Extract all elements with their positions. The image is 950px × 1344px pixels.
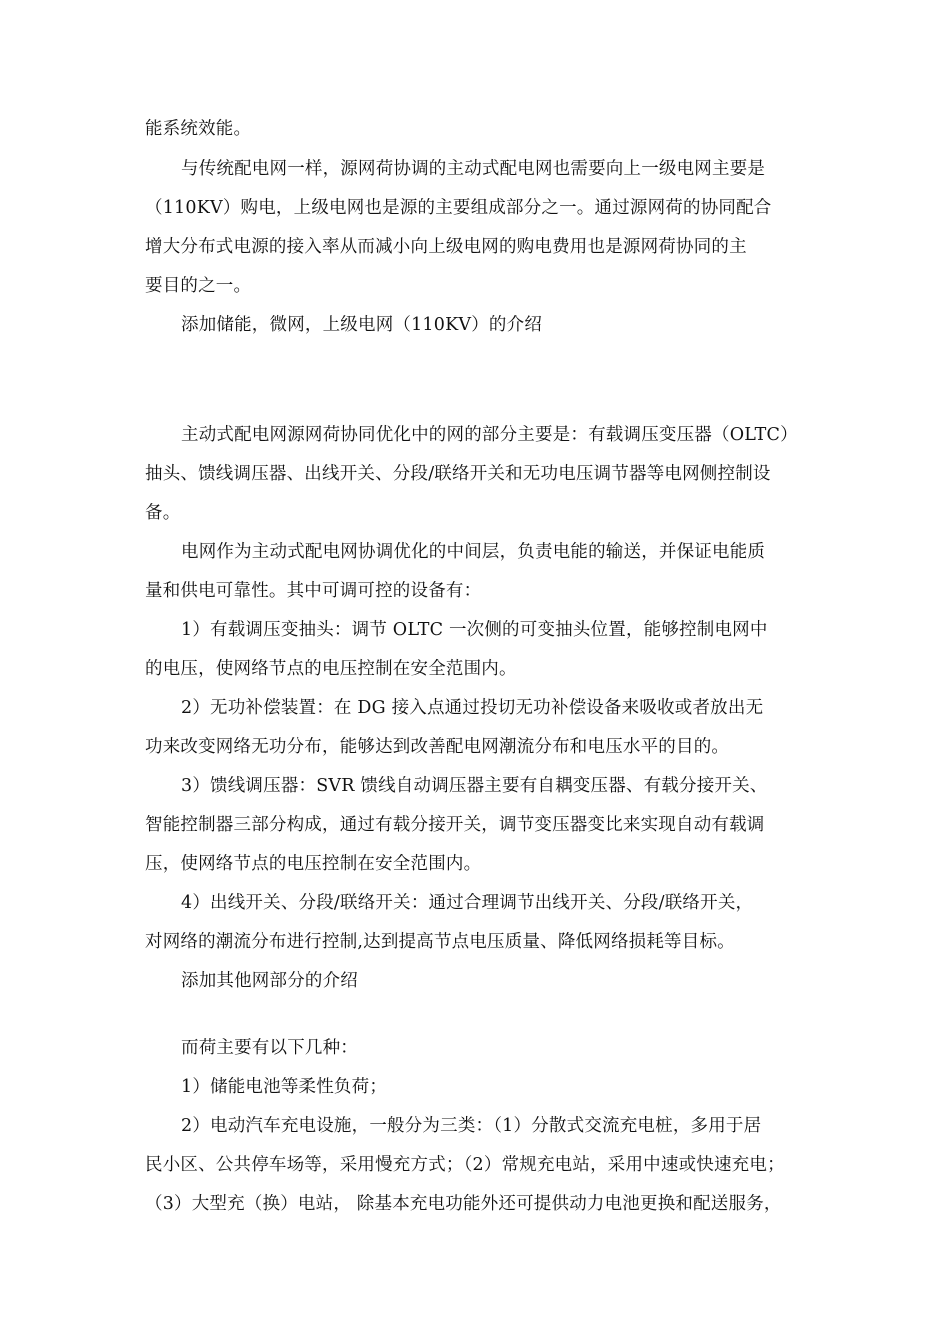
text-line: 要目的之一。 xyxy=(145,276,252,296)
list-item-2: 2）电动汽车充电设施，一般分为三类：（1）分散式交流充电桩，多用于居 xyxy=(181,1116,762,1136)
text-line: 增大分布式电源的接入率从而减小向上级电网的购电费用也是源网荷协同的主 xyxy=(145,237,747,257)
paragraph-first-line: 而荷主要有以下几种： xyxy=(181,1038,358,1058)
paragraph-first-line: 与传统配电网一样，源网荷协调的主动式配电网也需要向上一级电网主要是 xyxy=(181,159,766,179)
text-line: 民小区、公共停车场等，采用慢充方式；（2）常规充电站，采用中速或快速充电； xyxy=(145,1155,785,1175)
editor-note: 添加其他网部分的介绍 xyxy=(181,971,358,991)
list-item-2: 2）无功补偿装置：在 DG 接入点通过投切无功补偿设备来吸收或者放出无 xyxy=(181,698,764,718)
text-line: 对网络的潮流分布进行控制,达到提高节点电压质量、降低网络损耗等目标。 xyxy=(145,932,735,952)
text-line: 量和供电可靠性。其中可调可控的设备有： xyxy=(145,581,482,601)
text-line: 能系统效能。 xyxy=(145,119,252,139)
list-item-1: 1）有载调压变抽头：调节 OLTC 一次侧的可变抽头位置，能够控制电网中 xyxy=(181,620,768,640)
list-item-3: 3）馈线调压器：SVR 馈线自动调压器主要有自耦变压器、有载分接开关、 xyxy=(181,776,768,796)
text-line: （3）大型充（换）电站， 除基本充电功能外还可提供动力电池更换和配送服务， xyxy=(145,1194,782,1214)
text-line: 压，使网络节点的电压控制在安全范围内。 xyxy=(145,854,482,874)
text-line: 备。 xyxy=(145,503,181,523)
editor-note: 添加储能，微网，上级电网（110KV）的介绍 xyxy=(181,315,543,335)
text-line: 的电压，使网络节点的电压控制在安全范围内。 xyxy=(145,659,517,679)
list-item-1: 1）储能电池等柔性负荷； xyxy=(181,1077,388,1097)
text-line: 抽头、馈线调压器、出线开关、分段/联络开关和无功电压调节器等电网侧控制设 xyxy=(145,464,771,484)
list-item-4: 4）出线开关、分段/联络开关：通过合理调节出线开关、分段/联络开关， xyxy=(181,893,754,913)
text-line: 功来改变网络无功分布，能够达到改善配电网潮流分布和电压水平的目的。 xyxy=(145,737,730,757)
paragraph-first-line: 电网作为主动式配电网协调优化的中间层，负责电能的输送，并保证电能质 xyxy=(181,542,766,562)
text-line: 智能控制器三部分构成，通过有载分接开关，调节变压器变比来实现自动有载调 xyxy=(145,815,765,835)
paragraph-first-line: 主动式配电网源网荷协同优化中的网的部分主要是：有载调压变压器（OLTC） xyxy=(181,425,798,445)
text-line: （110KV）购电，上级电网也是源的主要组成部分之一。通过源网荷的协同配合 xyxy=(145,198,772,218)
